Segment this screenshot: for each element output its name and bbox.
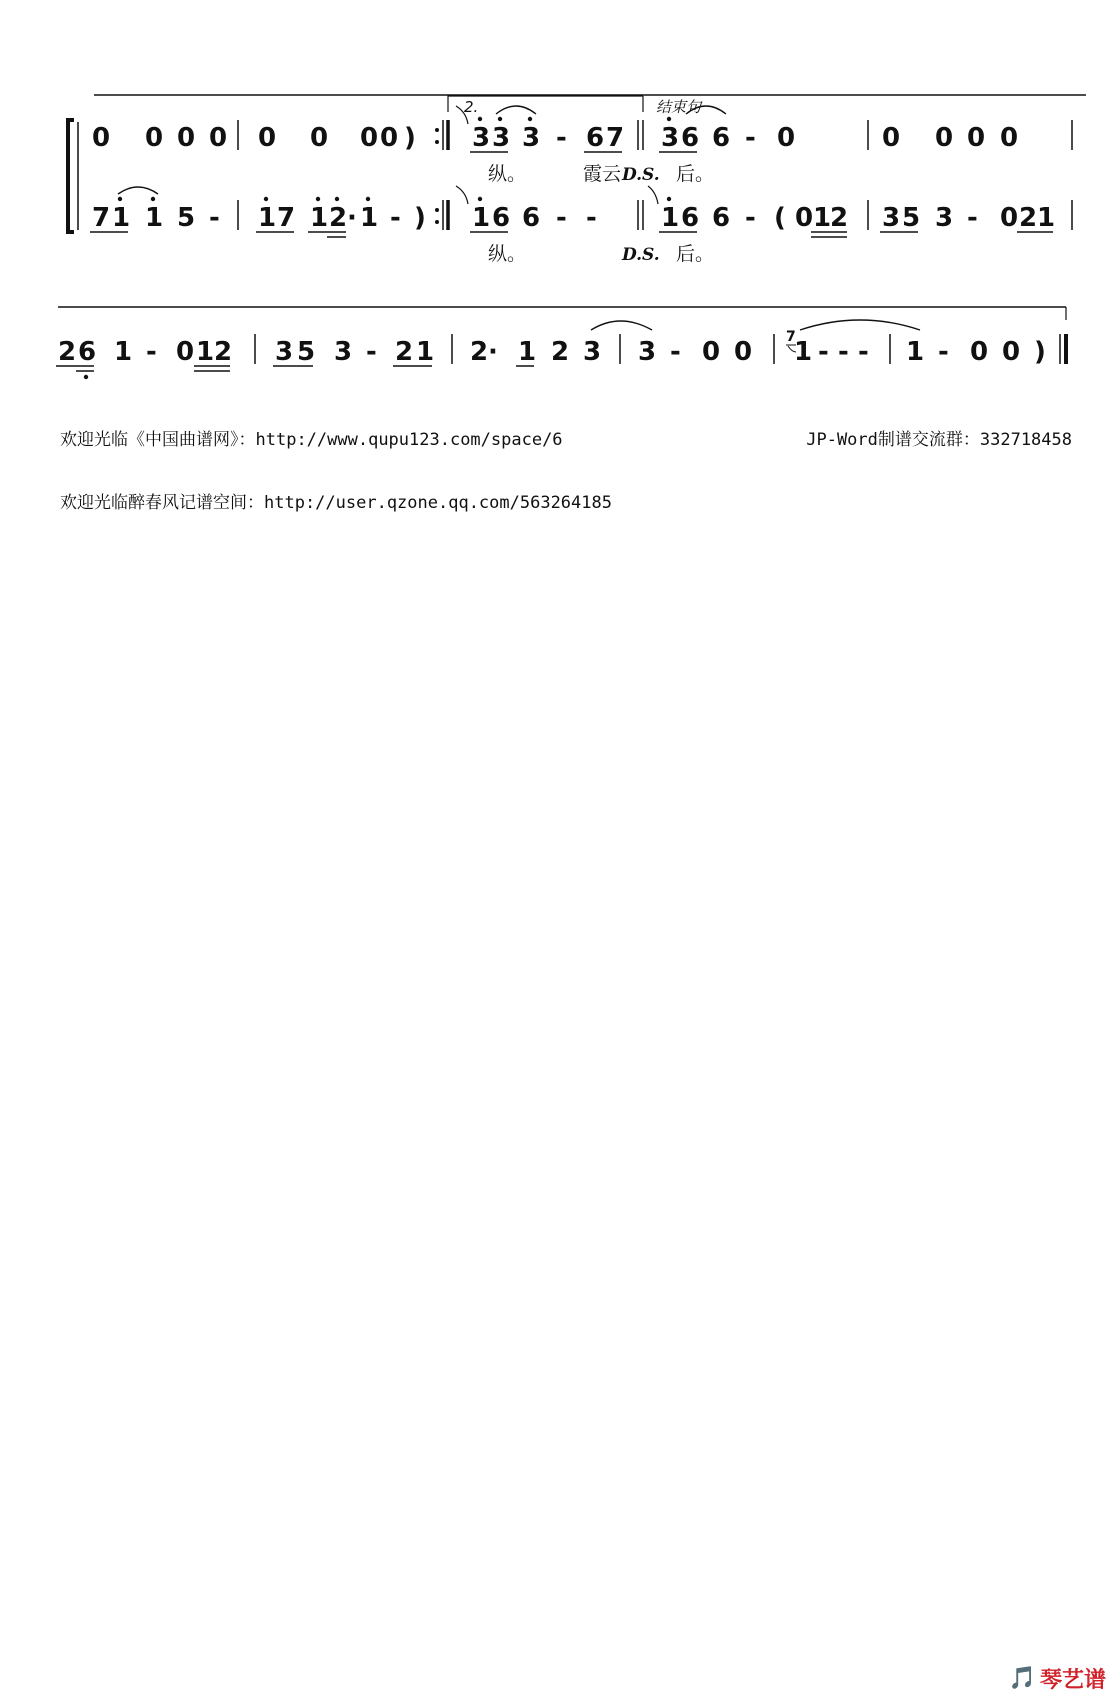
note: 3 (522, 123, 541, 153)
dash: - (390, 203, 401, 233)
note: 1 (145, 203, 164, 233)
system-bracket (68, 120, 78, 232)
note: 0 (92, 123, 111, 153)
note: 0 (380, 123, 399, 153)
note: 6 (681, 203, 700, 233)
dash: - (670, 337, 681, 367)
note: 0 (702, 337, 721, 367)
note: 1 (112, 203, 131, 233)
note: 1 (906, 337, 925, 367)
note: 0 (1000, 203, 1019, 233)
note: 0 (734, 337, 753, 367)
ds-mark: D.S. (622, 245, 660, 265)
lyric: 纵。 (488, 243, 527, 265)
note: 0 (1002, 337, 1021, 367)
dash: - (586, 203, 597, 233)
note: 2 (329, 203, 348, 233)
note: 6 (681, 123, 700, 153)
note: 6 (522, 203, 541, 233)
dash: - (858, 337, 869, 367)
note: 6 (712, 123, 731, 153)
lyric: 后。 (676, 243, 715, 265)
note: 0 (970, 337, 989, 367)
note: 1 (472, 203, 491, 233)
dash: - (366, 337, 377, 367)
note: 0 (258, 123, 277, 153)
note: 1 (661, 203, 680, 233)
note: 2 (1019, 203, 1038, 233)
note: 0 (177, 123, 196, 153)
note: 1 (360, 203, 379, 233)
dash: - (209, 203, 220, 233)
note: 6 (712, 203, 731, 233)
lyric: 霞云 (583, 163, 622, 185)
watermark (1009, 1663, 1106, 1694)
note: 1 (114, 337, 133, 367)
dash: - (556, 123, 567, 153)
lyric: 后。 (676, 163, 715, 185)
note: 1 (196, 337, 215, 367)
note: 0 (935, 123, 954, 153)
note: 2 (470, 337, 489, 367)
note: 1 (258, 203, 277, 233)
note: 1 (310, 203, 329, 233)
ds-mark: D.S. (622, 165, 660, 185)
note: 6 (492, 203, 511, 233)
dash: - (967, 203, 978, 233)
dash: - (745, 203, 756, 233)
volta-label: 2. (464, 98, 479, 116)
note: 1 (1037, 203, 1056, 233)
note: 6 (586, 123, 605, 153)
note: 7 (92, 203, 111, 233)
note: 0 (360, 123, 379, 153)
note: 7 (277, 203, 296, 233)
aug-dot: · (488, 337, 498, 367)
watermark-text: 琴艺谱 (1039, 1668, 1106, 1693)
note: 7 (606, 123, 625, 153)
lyric: 纵。 (488, 163, 527, 185)
note: 1 (518, 337, 537, 367)
note: 5 (297, 337, 316, 367)
note: 2 (830, 203, 849, 233)
note: 3 (472, 123, 491, 153)
paren: ) (1034, 337, 1046, 367)
note: 0 (967, 123, 986, 153)
footer-line1: 欢迎光临《中国曲谱网》：http://www.qupu123.com/space/6 (60, 430, 563, 450)
dash: - (745, 123, 756, 153)
system1-lower (92, 203, 1055, 233)
qinyipu-logo-icon: 🎵 (1008, 1666, 1036, 1691)
dash: - (556, 203, 567, 233)
footer-line1-right: JP-Word制谱交流群：332718458 (806, 430, 1072, 450)
note: 3 (661, 123, 680, 153)
note: 3 (638, 337, 657, 367)
note: 2 (395, 337, 414, 367)
note: 1 (416, 337, 435, 367)
note: 5 (177, 203, 196, 233)
aug-dot: · (347, 203, 357, 233)
paren: ) (414, 203, 426, 233)
note: 0 (176, 337, 195, 367)
footer-line2: 欢迎光临醉春风记谱空间：http://user.qzone.qq.com/563264185 (60, 493, 612, 513)
note: 1 (794, 337, 813, 367)
note: 0 (795, 203, 814, 233)
note: 0 (882, 123, 901, 153)
dash: - (146, 337, 157, 367)
system2-notes (58, 329, 1046, 367)
note: 2 (551, 337, 570, 367)
note: 5 (902, 203, 921, 233)
dash: - (818, 337, 829, 367)
note: 2 (58, 337, 77, 367)
system1-upper (92, 123, 1018, 153)
grace-note: 7 (786, 329, 796, 345)
note: 3 (275, 337, 294, 367)
note: 3 (334, 337, 353, 367)
paren: ( (774, 203, 786, 233)
note: 3 (492, 123, 511, 153)
note: 6 (78, 337, 97, 367)
note: 0 (209, 123, 228, 153)
dash: - (938, 337, 949, 367)
note: 0 (145, 123, 164, 153)
score-svg (0, 0, 1120, 540)
note: 0 (310, 123, 329, 153)
ending-label: 结束句 (656, 98, 702, 116)
note: 0 (777, 123, 796, 153)
note: 1 (813, 203, 832, 233)
note: 3 (935, 203, 954, 233)
note: 3 (583, 337, 602, 367)
dash: - (838, 337, 849, 367)
note: 2 (214, 337, 233, 367)
note: 3 (882, 203, 901, 233)
note: 0 (1000, 123, 1019, 153)
paren: ) (404, 123, 416, 153)
